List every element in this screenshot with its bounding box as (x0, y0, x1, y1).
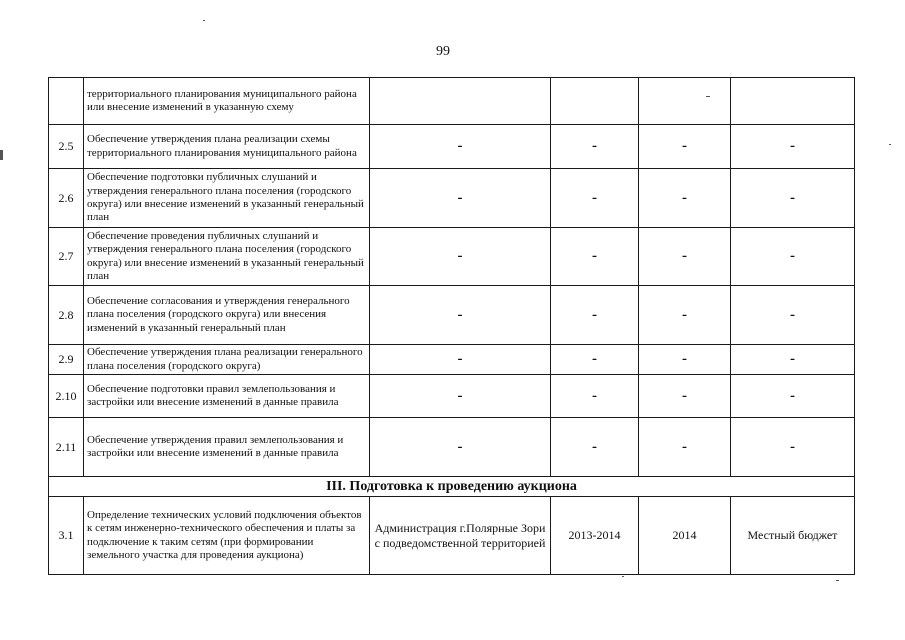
cell-source (731, 78, 855, 125)
table-row (49, 78, 855, 125)
cell-executor: - (370, 375, 551, 418)
table-row (49, 125, 855, 169)
scan-speck (0, 150, 3, 160)
cell-year: - (639, 286, 731, 345)
cell-source: - (731, 228, 855, 286)
cell-executor: - (370, 125, 551, 169)
row-description: Обеспечение утверждения правил землепользования и застройки или внесение изменений в данные правила (84, 418, 370, 477)
cell-source: - (731, 125, 855, 169)
cell-year: 2014 (639, 497, 731, 575)
row-number: 2.11 (49, 418, 84, 477)
cell-period: 2013-2014 (551, 497, 639, 575)
cell-source: - (731, 418, 855, 477)
cell-period: - (551, 286, 639, 345)
row-description: Обеспечение утверждения плана реализации схемы территориального планирования муниципального района (84, 125, 370, 169)
cell-executor: - (370, 345, 551, 375)
cell-year: - (639, 418, 731, 477)
table-row (49, 228, 855, 286)
cell-period: - (551, 169, 639, 228)
row-description: Определение технических условий подключения объектов к сетям инженерно-технического обеспечения и платы за подключение к таким сетям (при формировании земельного участка для проведения аукциона) (84, 497, 370, 575)
cell-source: - (731, 375, 855, 418)
cell-year: - (639, 169, 731, 228)
row-number: 2.6 (49, 169, 84, 228)
row-number: 2.5 (49, 125, 84, 169)
row-number: 2.8 (49, 286, 84, 345)
row-description: Обеспечение проведения публичных слушаний и утверждения генерального плана поселения (городского округа) или внесение изменений в указанный генеральный план (84, 228, 370, 286)
table-row (49, 345, 855, 375)
cell-year: - (639, 125, 731, 169)
row-description: Обеспечение согласования и утверждения генерального плана поселения (городского округа) или внесения изменений в указанный генеральный план (84, 286, 370, 345)
row-description: Обеспечение утверждения плана реализации генерального плана поселения (городского округа) (84, 345, 370, 375)
table-row (49, 169, 855, 228)
table-row (49, 286, 855, 345)
cell-period (551, 78, 639, 125)
row-number: 2.7 (49, 228, 84, 286)
row-number: 2.10 (49, 375, 84, 418)
cell-source: Местный бюджет (731, 497, 855, 575)
row-description: Обеспечение подготовки публичных слушаний и утверждения генерального плана поселения (городского округа) или внесение изменений в указанный генеральный план (84, 169, 370, 228)
section-title: III. Подготовка к проведению аукциона (49, 477, 855, 497)
page-number: 99 (436, 44, 450, 59)
table-row (49, 418, 855, 477)
cell-source: - (731, 345, 855, 375)
cell-year (639, 78, 731, 125)
section-header-row (49, 477, 855, 497)
plan-table (48, 77, 855, 575)
row-description: Обеспечение подготовки правил землепользования и застройки или внесение изменений в данные правила (84, 375, 370, 418)
row-number: 3.1 (49, 497, 84, 575)
row-description: территориального планирования муниципального района или внесение изменений в указанную схему (84, 78, 370, 125)
scan-speck (889, 144, 891, 145)
cell-year: - (639, 345, 731, 375)
cell-executor: - (370, 418, 551, 477)
cell-executor: - (370, 286, 551, 345)
cell-source: - (731, 286, 855, 345)
row-number (49, 78, 84, 125)
scan-speck (706, 96, 710, 97)
cell-executor (370, 78, 551, 125)
scan-speck (622, 576, 624, 577)
cell-period: - (551, 418, 639, 477)
row-number: 2.9 (49, 345, 84, 375)
cell-year: - (639, 228, 731, 286)
cell-period: - (551, 228, 639, 286)
scan-speck (836, 580, 839, 581)
cell-period: - (551, 345, 639, 375)
cell-executor: - (370, 169, 551, 228)
cell-executor: Администрация г.Полярные Зори с подведомственной территорией (370, 497, 551, 575)
table-row (49, 497, 855, 575)
cell-source: - (731, 169, 855, 228)
cell-period: - (551, 375, 639, 418)
scan-speck (203, 20, 205, 21)
table-row (49, 375, 855, 418)
cell-year: - (639, 375, 731, 418)
cell-executor: - (370, 228, 551, 286)
cell-period: - (551, 125, 639, 169)
